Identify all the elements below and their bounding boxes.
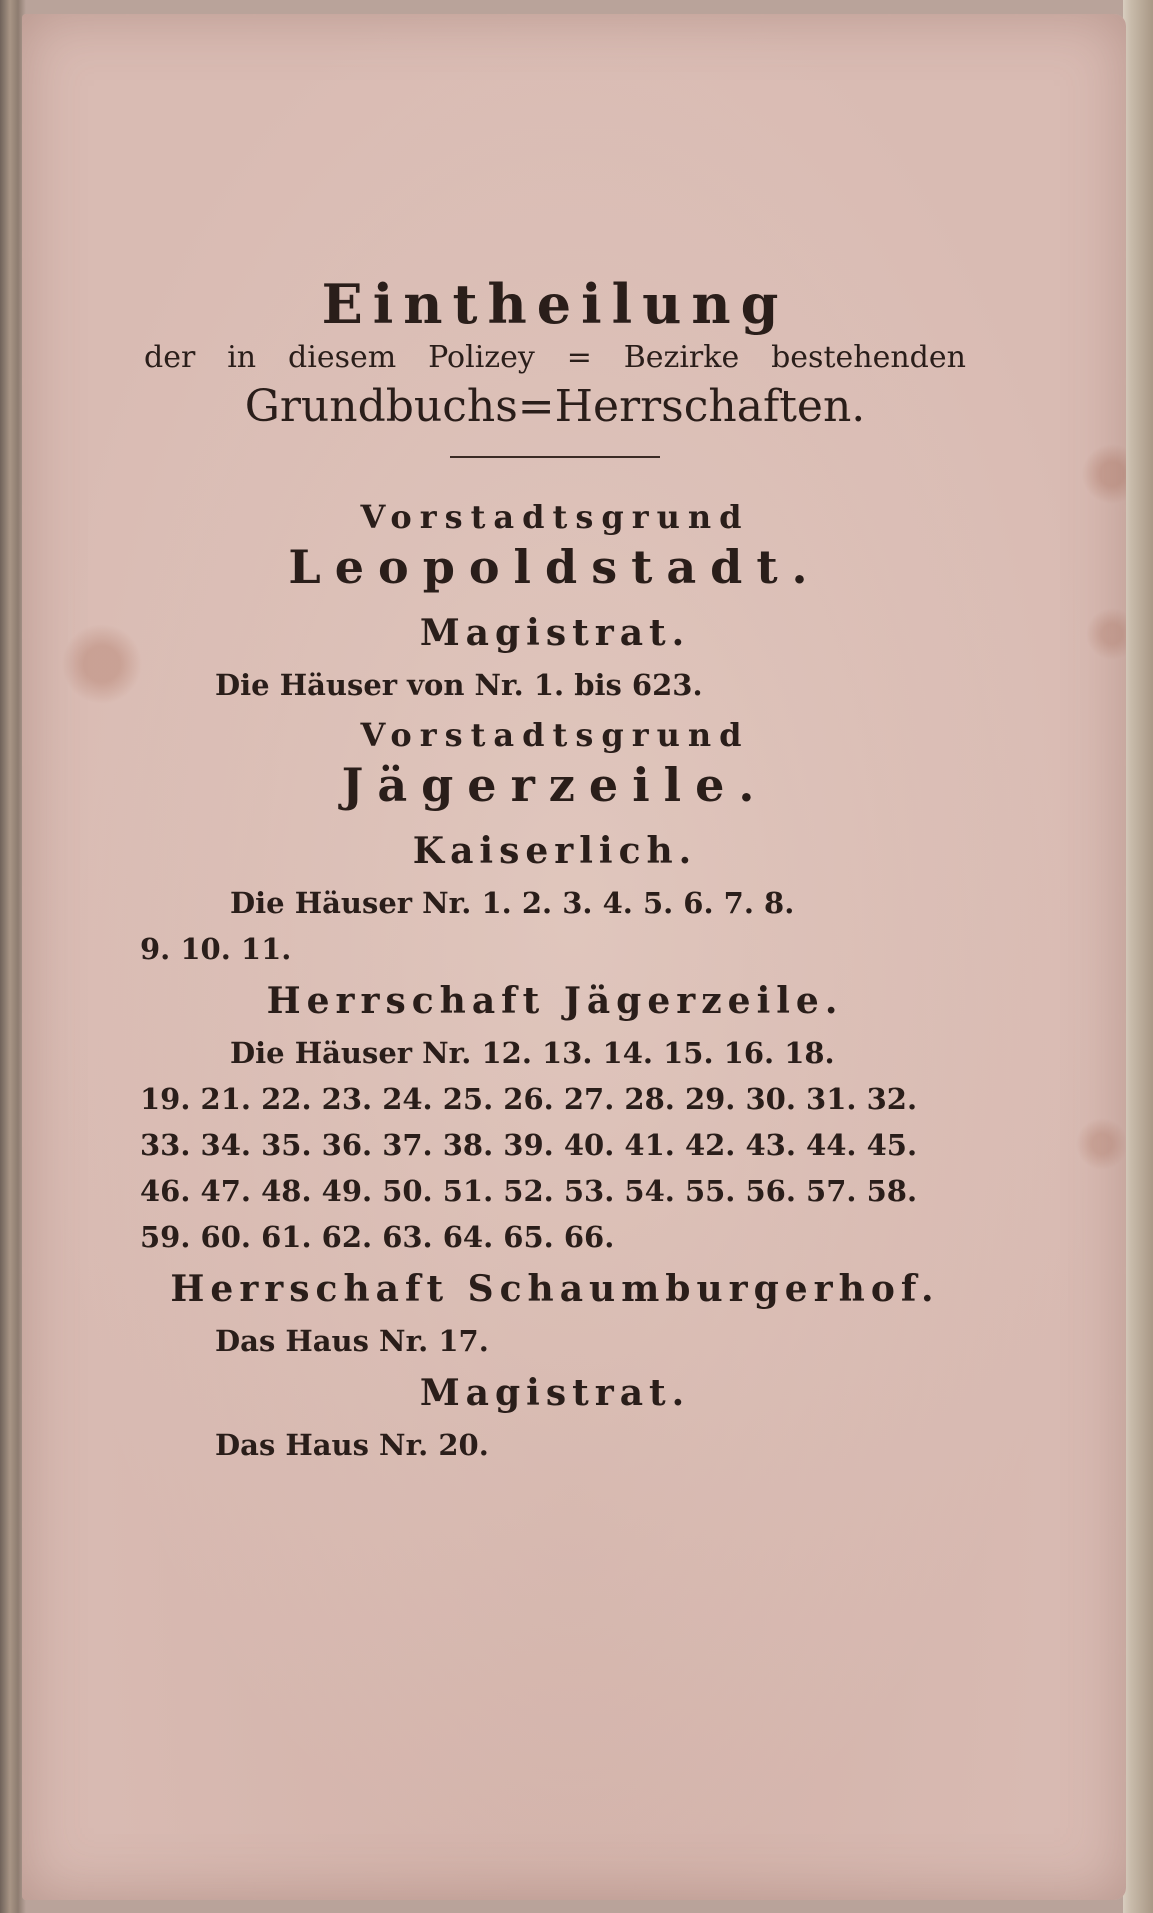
house-line: Die Häuser Nr. 12. 13. 14. 15. 16. 18. <box>230 1036 835 1070</box>
subtitle-word: Polizey <box>428 340 535 375</box>
page-title-2: Grundbuchs=Herrschaften. <box>244 381 866 432</box>
authority-heading: Magistrat. <box>419 1372 691 1414</box>
authority-heading: Herrschaft Schaumburgerhof. <box>170 1268 940 1310</box>
house-line: 9. 10. 11. <box>140 932 292 966</box>
subtitle-word: diesem <box>288 340 397 375</box>
authority-heading: Herrschaft Jägerzeile. <box>266 980 844 1022</box>
page-content <box>140 272 970 1476</box>
house-list <box>140 1422 970 1468</box>
section-jaegerzeile <box>140 716 970 1468</box>
page-title: Eintheilung <box>321 272 789 336</box>
house-list <box>140 1030 970 1260</box>
house-line: Die Häuser Nr. 1. 2. 3. 4. 5. 6. 7. 8. <box>230 886 795 920</box>
house-list <box>140 880 970 972</box>
page <box>22 14 1126 1900</box>
house-list <box>140 662 970 708</box>
subtitle-word: = <box>566 340 592 375</box>
house-list <box>140 1318 970 1364</box>
subtitle-word: in <box>227 340 257 375</box>
page-edge <box>1123 0 1153 1913</box>
divider <box>450 456 660 458</box>
subtitle-word: bestehenden <box>771 340 966 375</box>
house-line: 19. 21. 22. 23. 24. 25. 26. 27. 28. 29. 30. 31. 32. <box>140 1082 918 1116</box>
section-kicker: Vorstadtsgrund <box>360 716 750 754</box>
authority-heading: Magistrat. <box>419 612 691 654</box>
authority-heading: Kaiserlich. <box>412 830 698 872</box>
section-place: Jägerzeile. <box>341 758 769 812</box>
house-line: 33. 34. 35. 36. 37. 38. 39. 40. 41. 42. 43. 44. 45. <box>140 1128 918 1162</box>
house-line: 46. 47. 48. 49. 50. 51. 52. 53. 54. 55. 56. 57. 58. <box>140 1174 918 1208</box>
section-kicker: Vorstadtsgrund <box>360 498 750 536</box>
house-line: Die Häuser von Nr. 1. bis 623. <box>215 668 703 702</box>
subtitle-word: Bezirke <box>623 340 740 375</box>
section-leopoldstadt <box>140 498 970 708</box>
subtitle-word: der <box>144 340 196 375</box>
house-line: Das Haus Nr. 20. <box>215 1428 489 1462</box>
page-subtitle <box>140 340 970 375</box>
house-line: Das Haus Nr. 17. <box>215 1324 489 1358</box>
section-place: Leopoldstadt. <box>288 540 822 594</box>
house-line: 59. 60. 61. 62. 63. 64. 65. 66. <box>140 1220 615 1254</box>
